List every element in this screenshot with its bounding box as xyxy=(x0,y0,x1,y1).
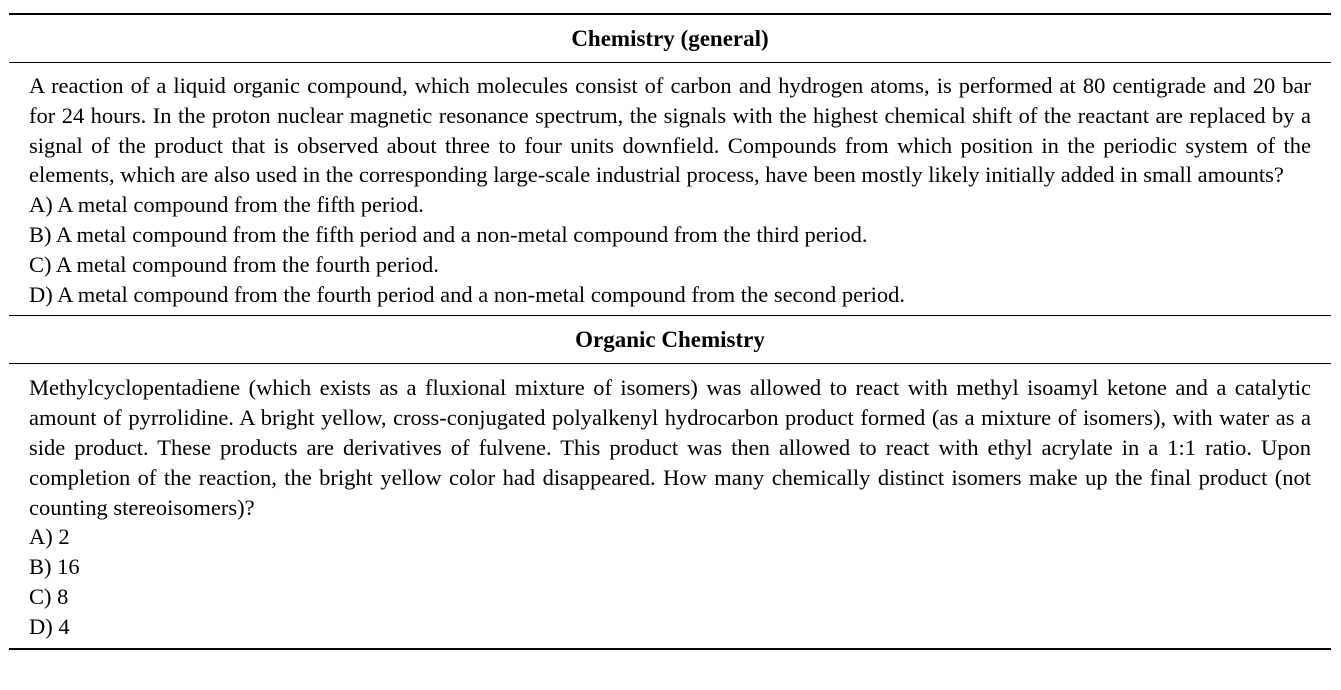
question-text: Methylcyclopentadiene (which exists as a fluxional mixture of isomers) was allowed to react with methyl isoamyl ketone and a catalytic amount of pyrrolidine. A bright yellow, cross-conjugated polyalkenyl hydrocarbon product formed (as a mixture of isomers), with water as a side product. These products are derivatives of fulvene. This product was then allowed to react with ethyl acrylate in a 1:1 ratio. Upon completion of the reaction, the bright yellow color had disappeared. How many chemically distinct isomers make up the final product (not counting stereoisomers)? xyxy=(29,375,1311,520)
section-header-chemistry-general: Chemistry (general) xyxy=(571,26,769,51)
question-table xyxy=(9,13,1331,650)
option-a: A) 2 xyxy=(29,524,70,550)
option-b: B) A metal compound from the fifth period and a non-metal compound from the third period. xyxy=(29,221,868,247)
option-a: A) A metal compound from the fifth period. xyxy=(29,192,424,218)
option-c: C) 8 xyxy=(29,583,69,609)
option-d: D) A metal compound from the fourth period and a non-metal compound from the second period. xyxy=(29,281,906,307)
question-text: A reaction of a liquid organic compound, which molecules consist of carbon and hydrogen atoms, is performed at 80 centigrade and 20 bar for 24 hours. In the proton nuclear magnetic resonance spectrum, the signals with the highest chemical shift of the reactant are replaced by a signal of the product that is observed about three to four units downfield. Compounds from which position in the periodic system of the elements, which are also used in the corresponding large-scale industrial process, have been mostly likely initially added in small amounts? xyxy=(29,73,1311,188)
option-c: C) A metal compound from the fourth period. xyxy=(29,251,439,277)
section-body-chemistry-general xyxy=(9,63,1331,315)
section-header-organic-chemistry: Organic Chemistry xyxy=(575,327,765,353)
bottom-rule xyxy=(9,648,1331,650)
section-body-organic-chemistry xyxy=(9,364,1331,647)
option-b: B) 16 xyxy=(29,554,80,580)
option-d: D) 4 xyxy=(29,613,70,639)
